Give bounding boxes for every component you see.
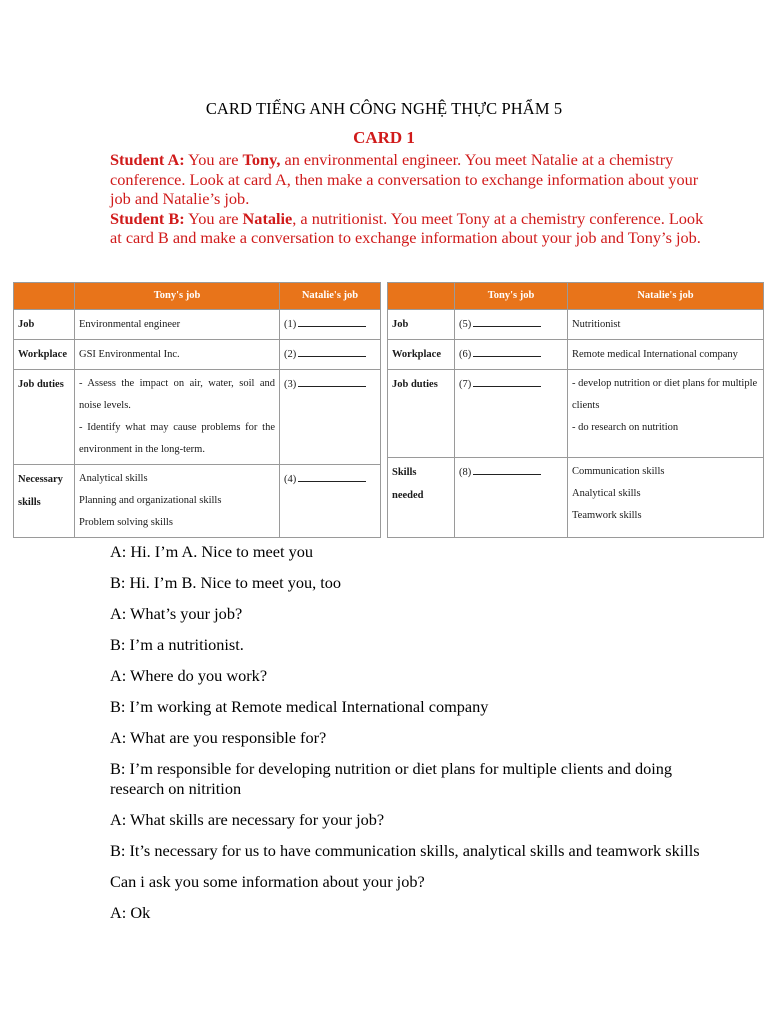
natalie-value: Nutritionist [568, 310, 764, 340]
table-row [14, 370, 381, 465]
row-label: Job [388, 310, 455, 340]
dialogue [110, 542, 720, 934]
natalie-duties [568, 370, 764, 458]
blank-number: (5) [459, 319, 472, 330]
blank-number: (6) [459, 349, 472, 360]
skill-line: Communication skills [572, 466, 665, 477]
blank-number: (2) [284, 349, 297, 360]
skill-line: Analytical skills [572, 488, 641, 499]
blank-number: (1) [284, 319, 297, 330]
table-row [14, 310, 381, 340]
row-label: Necessary skills [14, 465, 75, 538]
blank-line [298, 375, 366, 387]
row-label: Job [14, 310, 75, 340]
blank-line [473, 315, 541, 327]
card-b-table [387, 282, 764, 538]
tony-duties [75, 370, 280, 465]
natalie-blank-cell [280, 340, 381, 370]
skill-line: Teamwork skills [572, 510, 642, 521]
skill-line: Analytical skills [79, 473, 148, 484]
dialogue-line: A: Hi. I’m A. Nice to meet you [110, 542, 314, 561]
tony-blank-cell [455, 340, 568, 370]
student-b-label: Student B: [110, 208, 185, 228]
card-b-header-row [388, 283, 764, 310]
tony-value: Environmental engineer [75, 310, 280, 340]
blank-number: (4) [284, 474, 297, 485]
row-label: Workplace [14, 340, 75, 370]
student-a-instruction [110, 150, 710, 209]
table-row [388, 310, 764, 340]
student-a-name: Tony, [242, 150, 281, 169]
card-a-header-row [14, 283, 381, 310]
dialogue-line: B: It’s necessary for us to have communication skills, analytical skills and teamwork skills [110, 841, 700, 860]
document-title: CARD TIẾNG ANH CÔNG NGHỆ THỰC PHẨM 5 [205, 99, 563, 118]
dialogue-line: A: What’s your job? [110, 604, 243, 623]
student-b-text-1: You are [184, 208, 243, 228]
natalie-blank-cell [280, 310, 381, 340]
duty-line: - do research on nutrition [572, 422, 679, 433]
natalie-skills [568, 458, 764, 538]
blank-number: (8) [459, 467, 472, 478]
duty-line: - Identify what may cause problems for the environment in the long-term. [79, 422, 275, 455]
dialogue-line: A: What are you responsible for? [110, 728, 327, 747]
row-label: Job duties [388, 370, 455, 458]
table-row [14, 465, 381, 538]
tony-blank-cell [455, 370, 568, 458]
tony-blank-cell [455, 458, 568, 538]
card-a-header-corner [14, 283, 75, 310]
row-label: Skills needed [388, 458, 455, 538]
row-label: Job duties [14, 370, 75, 465]
student-b-instruction [110, 209, 710, 248]
student-a-text-2: an environmental engineer. You meet Natalie at a chemistry conference. Look at card A, then make a conversation to exchange information about your job and Natalie’s job. [110, 150, 699, 208]
blank-line [473, 463, 541, 475]
card-b-header-tony: Tony's job [455, 283, 568, 310]
student-a-label: Student A: [110, 150, 185, 169]
dialogue-line: B: I’m a nutritionist. [110, 635, 244, 654]
tony-skills [75, 465, 280, 538]
duty-line: - develop nutrition or diet plans for multiple clients [572, 378, 758, 411]
dialogue-line: Can i ask you some information about your job? [110, 872, 425, 891]
tony-value: GSI Environmental Inc. [75, 340, 280, 370]
card-a-header-natalie: Natalie's job [280, 283, 381, 310]
blank-number: (7) [459, 379, 472, 390]
card-a-header-tony: Tony's job [75, 283, 280, 310]
blank-line [473, 345, 541, 357]
dialogue-line: B: Hi. I’m B. Nice to meet you, too [110, 573, 342, 592]
dialogue-line: A: What skills are necessary for your job? [110, 810, 385, 829]
student-b-text-2: , a nutritionist. You meet Tony at a chemistry conference. Look at card B and make a conversation to exchange information about your job and Tony’s job. [110, 208, 704, 247]
table-row [388, 370, 764, 458]
natalie-blank-cell [280, 465, 381, 538]
blank-number: (3) [284, 379, 297, 390]
blank-line [473, 375, 541, 387]
blank-line [298, 470, 366, 482]
natalie-value: Remote medical International company [568, 340, 764, 370]
card-b-header-natalie: Natalie's job [568, 283, 764, 310]
table-row [388, 340, 764, 370]
skill-line: Problem solving skills [79, 517, 173, 528]
dialogue-line: A: Where do you work? [110, 666, 268, 685]
skill-line: Planning and organizational skills [79, 495, 222, 506]
student-a-text-1: You are [184, 150, 243, 169]
dialogue-line: B: I’m working at Remote medical International company [110, 697, 489, 716]
natalie-blank-cell [280, 370, 381, 465]
card-heading: CARD 1 [353, 128, 415, 147]
row-label: Workplace [388, 340, 455, 370]
table-row [14, 340, 381, 370]
blank-line [298, 345, 366, 357]
dialogue-line: A: Ok [110, 903, 151, 922]
blank-line [298, 315, 366, 327]
instructions [110, 150, 710, 248]
student-b-name: Natalie [242, 208, 293, 228]
tony-blank-cell [455, 310, 568, 340]
duty-line: - Assess the impact on air, water, soil and noise levels. [79, 378, 275, 411]
dialogue-line: B: I’m responsible for developing nutrition or diet plans for multiple clients and doing research on nitrition [110, 759, 673, 798]
card-a-table [13, 282, 381, 538]
card-b-header-corner [388, 283, 455, 310]
table-row [388, 458, 764, 538]
